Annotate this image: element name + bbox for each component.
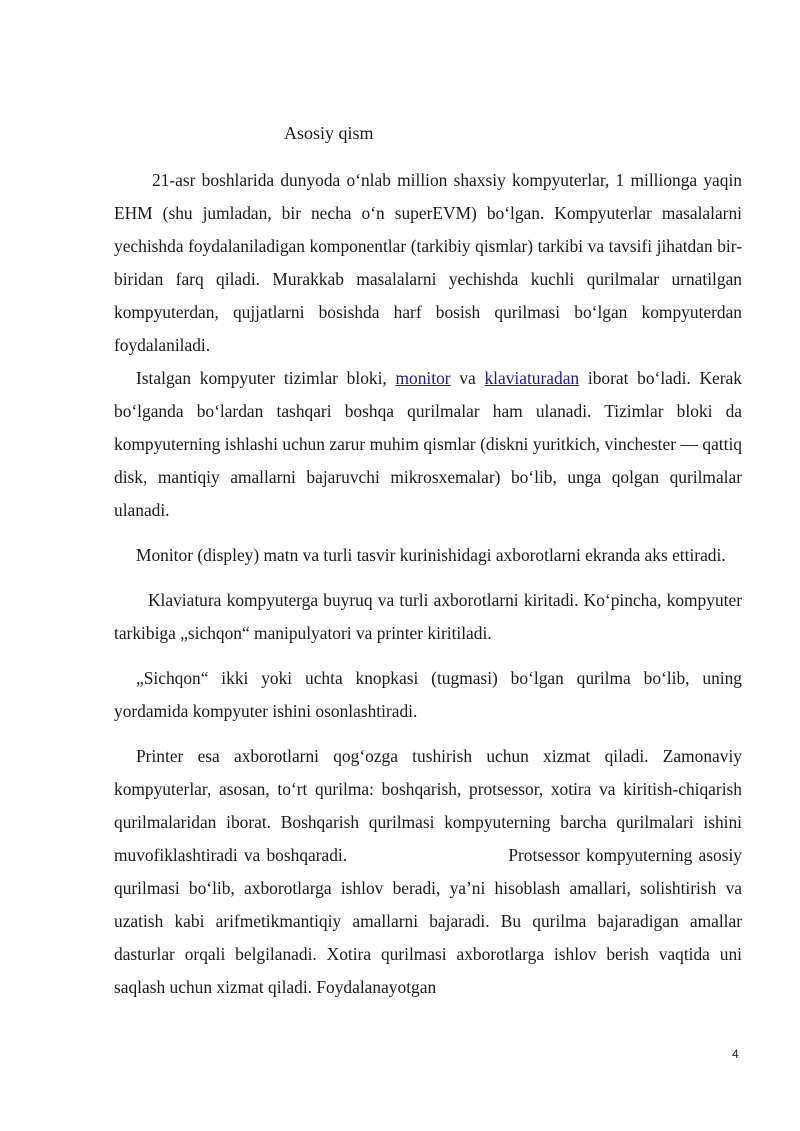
document-body bbox=[114, 164, 747, 1004]
paragraph-3: Monitor (displey) matn va turli tasvir kurinishidagi axborotlarni ekranda aks ettiradi. bbox=[136, 545, 726, 565]
paragraph-1: 21-asr boshlarida dunyoda oʻnlab million shaxsiy kompyuterlar, 1 millionga yaqin EHM (shu jumladan, bir necha oʻn superEVM) boʻlgan. Kompyuterlar masalalarni yechishda foydalaniladigan komponentlar (tarkibiy qismlar) tarkibi va tavsifi jihatdan bir-biridan farq qiladi. Murakkab masalalarni yechishda kuchli qurilmalar urnatilgan kompyuterdan, qujjatlarni bosishda harf bosish qurilmasi boʻlgan kompyuterdan foydalaniladi. bbox=[114, 170, 742, 355]
paragraph-2-text-between: va bbox=[450, 368, 485, 388]
section-heading: Asosiy qism bbox=[284, 123, 374, 143]
paragraph-2-text-before: Istalgan kompyuter tizimlar bloki, bbox=[136, 368, 396, 388]
paragraph-5: „Sichqon“ ikki yoki uchta knopkasi (tugmasi) boʻlgan qurilma boʻlib, uning yordamida kompyuter ishini osonlashtiradi. bbox=[114, 668, 742, 721]
page-number: 4 bbox=[732, 1047, 739, 1061]
paragraph-2-text-after: iborat boʻladi. Kerak boʻlganda boʻlardan tashqari boshqa qurilmalar ham ulanadi. Tizimlar bloki da kompyuterning ishlashi uchun zarur muhim qismlar (diskni yuritkich, vinchester — qattiq disk, mantiqiy amallarni bajaruvchi mikrosxemalar) boʻlib, unga qolgan qurilmalar ulanadi. bbox=[114, 368, 742, 520]
monitor-link[interactable]: monitor bbox=[395, 368, 451, 388]
paragraph-6: Printer esa axborotlarni qogʻozga tushirish uchun xizmat qiladi. Zamonaviy kompyuterlar, asosan, toʻrt qurilma: boshqarish, protsessor, xotira va kiritish-chiqarish qurilmalaridan iborat. Boshqarish qurilmasi kompyuterning barcha qurilmalari ishini muvofiklashtiradi va boshqaradi. Protsessor kompyuterning asosiy qurilmasi boʻlib, axborotlarga ishlov beradi, yaʼni hisoblash amallari, solishtirish va uzatish kabi arifmetikmantiqiy amallarni bajaradi. Bu qurilma bajaradigan amallar dasturlar orqali belgilanadi. Xotira qurilmasi axborotlarga ishlov berish vaqtida uni saqlash uchun xizmat qiladi. Foydalanayotgan bbox=[114, 746, 747, 997]
paragraph-2 bbox=[114, 362, 742, 527]
klaviatura-link[interactable]: klaviaturadan bbox=[484, 368, 580, 388]
paragraph-4: Klaviatura kompyuterga buyruq va turli axborotlarni kiritadi. Koʻpincha, kompyuter tarkibiga „sichqon“ manipulyatori va printer kiritiladi. bbox=[114, 590, 742, 643]
